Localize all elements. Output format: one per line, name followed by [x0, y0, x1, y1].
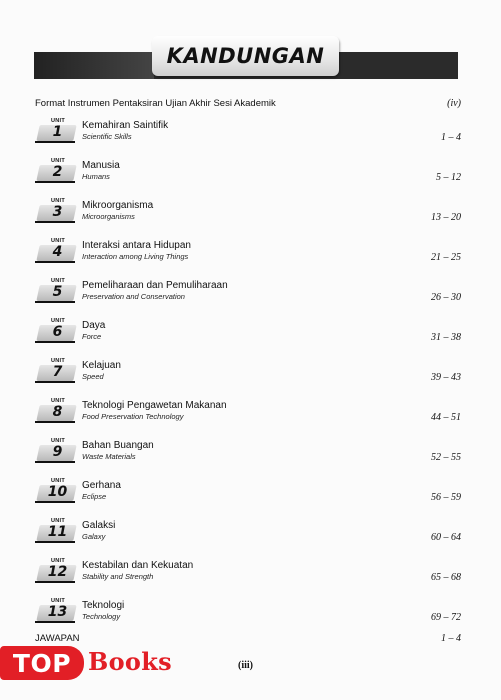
format-entry-pages: (iv): [447, 98, 461, 109]
unit-pages: 52 – 55: [431, 452, 461, 463]
unit-subtitle: Technology: [82, 612, 121, 621]
unit-number: 5: [52, 284, 63, 300]
unit-pages: 60 – 64: [431, 532, 461, 543]
unit-number: 7: [52, 364, 63, 380]
unit-badge: [35, 158, 75, 188]
unit-title: Kestabilan dan Kekuatan: [82, 560, 194, 571]
unit-subtitle: Interaction among Living Things: [82, 252, 189, 261]
format-entry[interactable]: [35, 98, 461, 112]
watermark-top-logo: TOP: [0, 646, 84, 680]
title-plate: [152, 36, 339, 76]
unit-badge: [35, 238, 75, 268]
unit-badge-underline: [35, 141, 75, 143]
unit-entry-6[interactable]: [35, 318, 461, 350]
unit-pages: 31 – 38: [431, 332, 461, 343]
unit-pages: 5 – 12: [436, 172, 461, 183]
unit-title: Mikroorganisma: [82, 200, 154, 211]
unit-number: 13: [47, 604, 68, 620]
unit-badge-label: UNIT: [50, 198, 66, 204]
unit-badge-label: UNIT: [50, 278, 66, 284]
unit-title: Kelajuan: [82, 360, 121, 371]
unit-subtitle: Speed: [82, 372, 104, 381]
unit-number: 12: [47, 564, 68, 580]
unit-badge: [35, 358, 75, 388]
unit-entry-7[interactable]: [35, 358, 461, 390]
unit-subtitle: Galaxy: [82, 532, 106, 541]
unit-entry-5[interactable]: [35, 278, 461, 310]
unit-entry-4[interactable]: [35, 238, 461, 270]
unit-subtitle: Eclipse: [82, 492, 107, 501]
answers-label[interactable]: JAWAPAN: [35, 633, 80, 644]
unit-pages: 26 – 30: [431, 292, 461, 303]
unit-badge-underline: [35, 581, 75, 583]
unit-subtitle: Force: [82, 332, 102, 341]
unit-subtitle: Stability and Strength: [82, 572, 154, 581]
unit-badge-label: UNIT: [50, 238, 66, 244]
unit-subtitle: Preservation and Conservation: [82, 292, 185, 301]
unit-badge-label: UNIT: [50, 598, 66, 604]
unit-title: Teknologi: [82, 600, 125, 611]
format-entry-label: Format Instrumen Pentaksiran Ujian Akhir Sesi Akademik: [35, 98, 276, 109]
unit-number: 6: [52, 324, 63, 340]
unit-title: Interaksi antara Hidupan: [82, 240, 191, 251]
unit-entry-10[interactable]: [35, 478, 461, 510]
unit-pages: 56 – 59: [431, 492, 461, 503]
unit-badge-label: UNIT: [50, 558, 66, 564]
unit-badge: [35, 278, 75, 308]
unit-badge: [35, 478, 75, 508]
unit-pages: 1 – 4: [441, 132, 461, 143]
unit-badge: [35, 558, 75, 588]
unit-badge: [35, 398, 75, 428]
unit-pages: 65 – 68: [431, 572, 461, 583]
unit-badge-label: UNIT: [50, 478, 66, 484]
unit-number: 1: [52, 124, 63, 140]
unit-number: 3: [52, 204, 63, 220]
unit-badge-underline: [35, 341, 75, 343]
unit-subtitle: Waste Materials: [82, 452, 136, 461]
unit-badge-underline: [35, 501, 75, 503]
unit-pages: 13 – 20: [431, 212, 461, 223]
unit-entry-12[interactable]: [35, 558, 461, 590]
unit-badge-label: UNIT: [50, 118, 66, 124]
unit-badge-label: UNIT: [50, 398, 66, 404]
unit-entry-13[interactable]: [35, 598, 461, 630]
unit-entry-8[interactable]: [35, 398, 461, 430]
unit-badge-label: UNIT: [50, 158, 66, 164]
unit-title: Galaksi: [82, 520, 116, 531]
unit-entry-1[interactable]: [35, 118, 461, 150]
unit-number: 4: [52, 244, 63, 260]
unit-badge-underline: [35, 221, 75, 223]
unit-pages: 39 – 43: [431, 372, 461, 383]
unit-badge-underline: [35, 541, 75, 543]
unit-title: Gerhana: [82, 480, 121, 491]
unit-title: Kemahiran Saintifik: [82, 120, 169, 131]
unit-title: Bahan Buangan: [82, 440, 154, 451]
unit-badge-underline: [35, 421, 75, 423]
unit-badge-label: UNIT: [50, 438, 66, 444]
unit-badge: [35, 518, 75, 548]
unit-title: Pemeliharaan dan Pemuliharaan: [82, 280, 228, 291]
unit-entry-9[interactable]: [35, 438, 461, 470]
unit-entry-2[interactable]: [35, 158, 461, 190]
unit-entry-11[interactable]: [35, 518, 461, 550]
header-band-fade: [34, 52, 154, 79]
unit-badge-label: UNIT: [50, 318, 66, 324]
topbooks-watermark: [0, 646, 190, 682]
unit-title: Teknologi Pengawetan Makanan: [82, 400, 227, 411]
unit-badge-underline: [35, 181, 75, 183]
unit-pages: 44 – 51: [431, 412, 461, 423]
unit-title: Manusia: [82, 160, 120, 171]
unit-subtitle: Humans: [82, 172, 110, 181]
unit-number: 11: [47, 524, 68, 540]
answers-pages: 1 – 4: [441, 633, 461, 644]
unit-number: 10: [47, 484, 68, 500]
page-number: (iii): [238, 660, 253, 671]
unit-badge: [35, 438, 75, 468]
unit-badge: [35, 598, 75, 628]
unit-badge-underline: [35, 301, 75, 303]
unit-badge-label: UNIT: [50, 518, 66, 524]
unit-number: 2: [52, 164, 63, 180]
unit-number: 8: [52, 404, 63, 420]
page-title: KANDUNGAN: [166, 44, 325, 68]
unit-badge-underline: [35, 381, 75, 383]
unit-subtitle: Scientific Skills: [82, 132, 132, 141]
unit-badge-underline: [35, 261, 75, 263]
unit-badge: [35, 198, 75, 228]
unit-number: 9: [52, 444, 63, 460]
watermark-books-text: Books: [88, 647, 172, 676]
unit-badge: [35, 318, 75, 348]
unit-badge-underline: [35, 461, 75, 463]
unit-subtitle: Microorganisms: [82, 212, 135, 221]
unit-badge-label: UNIT: [50, 358, 66, 364]
unit-pages: 69 – 72: [431, 612, 461, 623]
unit-entry-3[interactable]: [35, 198, 461, 230]
unit-badge-underline: [35, 621, 75, 623]
unit-subtitle: Food Preservation Technology: [82, 412, 184, 421]
unit-title: Daya: [82, 320, 106, 331]
unit-pages: 21 – 25: [431, 252, 461, 263]
unit-badge: [35, 118, 75, 148]
